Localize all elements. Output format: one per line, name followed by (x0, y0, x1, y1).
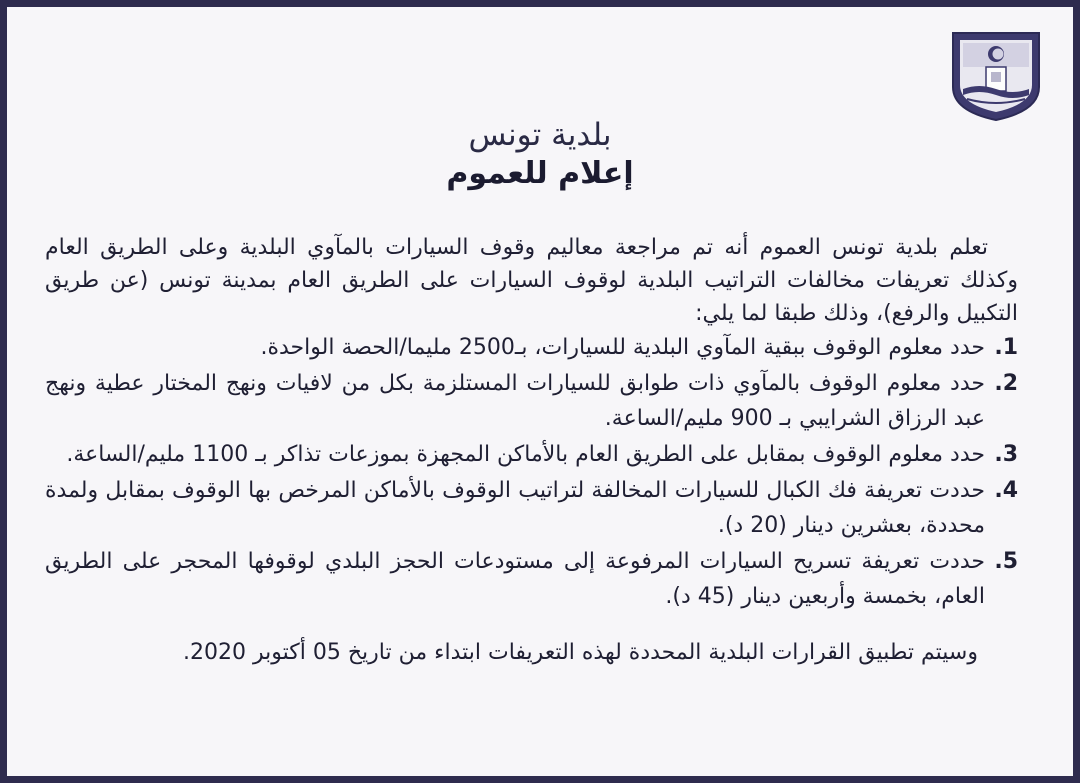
item-text: حدد معلوم الوقوف ببقية المآوي البلدية للسيارات، بـ2500 مليما/الحصة الواحدة. (260, 335, 985, 360)
notice-body (45, 231, 1018, 669)
municipality-crest-icon (949, 27, 1043, 123)
item-text: حددت تعريفة تسريح السيارات المرفوعة إلى مستودعات الحجز البلدي لوقوفها المحجر على الطريق العام، بخمسة وأربعين دينار (45 د). (45, 549, 985, 609)
notice-title: إعلام للعموم (446, 156, 634, 191)
item-number: 5. (994, 549, 1018, 574)
item-number: 1. (994, 335, 1018, 360)
notice-page (7, 7, 1073, 776)
item-text: حددت تعريفة فك الكبال للسيارات المخالفة لتراتيب الوقوف بالأماكن المرخص بها الوقوف بمقابل ولمدة محددة، بعشرين دينار (20 د). (45, 478, 985, 538)
tariff-list (45, 330, 1018, 614)
item-number: 4. (994, 478, 1018, 503)
item-text: حدد معلوم الوقوف بمقابل على الطريق العام بالأماكن المجهزة بموزعات تذاكر بـ 1100 مليم/الساعة. (66, 442, 985, 467)
closing-paragraph: وسيتم تطبيق القرارات البلدية المحددة لهذه التعريفات ابتداء من تاريخ 05 أكتوبر 2020. (183, 640, 978, 665)
municipality-title: بلدية تونس (468, 117, 612, 153)
item-number: 3. (994, 442, 1018, 467)
list-item (45, 544, 1018, 614)
item-text: حدد معلوم الوقوف بالمآوي ذات طوابق للسيارات المستلزمة بكل من لافيات ونهج المختار عطية ونهج عبد الرزاق الشرايبي بـ 900 مليم/الساعة. (45, 371, 985, 431)
header (7, 115, 1073, 193)
intro-paragraph: تعلم بلدية تونس العموم أنه تم مراجعة معاليم وقوف السيارات بالمآوي البلدية وعلى الطريق العام وكذلك تعريفات مخالفات التراتيب البلدية لوقوف السيارات على الطريق العام بمدينة تونس (عن طريق التكبيل والرفع)، وذلك طبقا لما يلي: (45, 235, 1018, 326)
list-item (45, 437, 1018, 472)
list-item (45, 473, 1018, 543)
item-number: 2. (994, 371, 1018, 396)
list-item (45, 366, 1018, 436)
list-item (45, 330, 1018, 365)
